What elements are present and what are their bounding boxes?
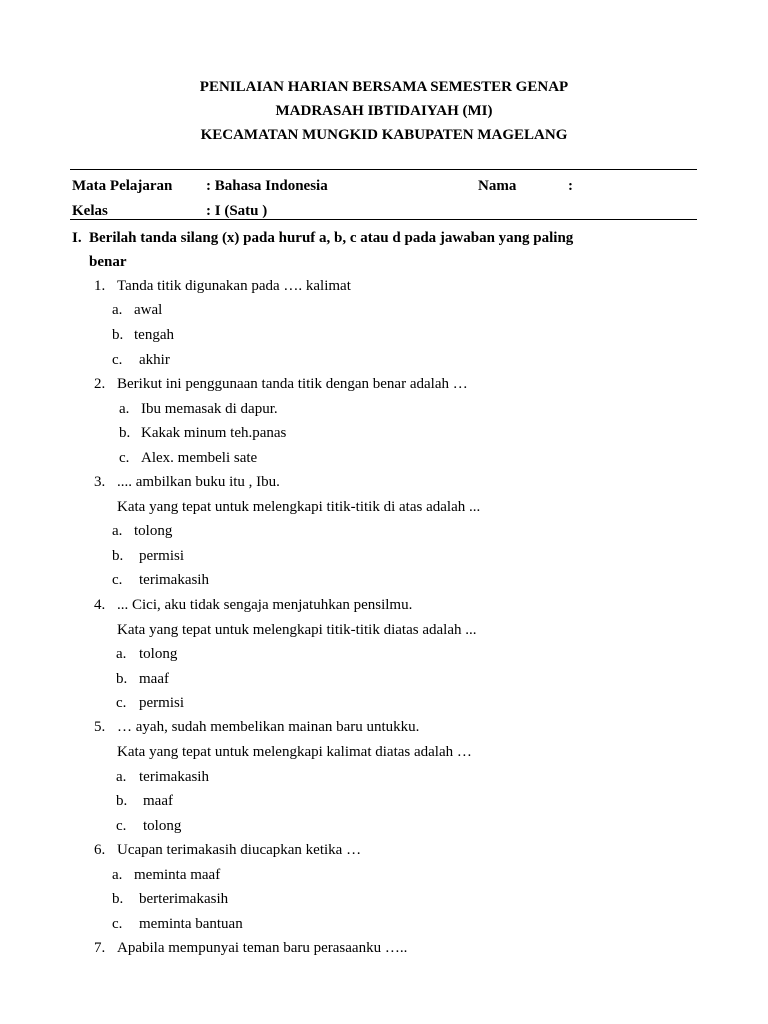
option-letter: c.	[116, 818, 127, 834]
subject-label: Mata Pelajaran	[72, 178, 173, 194]
option-letter: a.	[112, 523, 123, 539]
question-subtext: Kata yang tepat untuk melengkapi titik-titik diatas adalah ...	[117, 622, 477, 638]
option-letter: b.	[112, 327, 124, 343]
option-text: permisi	[139, 548, 184, 564]
question-text: Tanda titik digunakan pada …. kalimat	[117, 278, 351, 294]
header-line-3: KECAMATAN MUNGKID KABUPATEN MAGELANG	[200, 127, 568, 143]
class-label: Kelas	[72, 203, 108, 219]
option-letter: a.	[119, 401, 130, 417]
option-text: akhir	[139, 352, 170, 368]
question-text: ... Cici, aku tidak sengaja menjatuhkan pensilmu.	[117, 597, 413, 613]
subject-value: : Bahasa Indonesia	[206, 178, 328, 194]
question-text: Ucapan terimakasih diucapkan ketika …	[117, 842, 362, 858]
option-text: meminta bantuan	[139, 916, 243, 932]
header-divider-bottom	[70, 219, 697, 220]
header-divider-top	[70, 169, 697, 170]
option-text: maaf	[143, 793, 173, 809]
name-label: Nama	[478, 178, 517, 194]
question-text: .... ambilkan buku itu , Ibu.	[117, 474, 280, 490]
name-colon: :	[568, 178, 573, 194]
question-number: 4.	[94, 597, 106, 613]
question-text: Apabila mempunyai teman baru perasaanku …..	[117, 940, 408, 956]
question-number: 6.	[94, 842, 106, 858]
section-instruction-line-1: Berilah tanda silang (x) pada huruf a, b, c atau d pada jawaban yang paling	[89, 230, 574, 246]
question-number: 7.	[94, 940, 106, 956]
option-text: berterimakasih	[139, 891, 229, 907]
option-text: terimakasih	[139, 769, 209, 785]
option-text: Kakak minum teh.panas	[141, 425, 287, 441]
section-instruction-line-2: benar	[89, 254, 127, 270]
question-subtext: Kata yang tepat untuk melengkapi kalimat diatas adalah …	[117, 744, 472, 760]
option-text: tengah	[134, 327, 174, 343]
option-text: maaf	[139, 671, 169, 687]
option-letter: a.	[116, 646, 127, 662]
option-letter: c.	[112, 916, 123, 932]
section-number: I.	[72, 230, 82, 246]
option-letter: b.	[116, 671, 128, 687]
option-letter: c.	[112, 572, 123, 588]
header-line-2: MADRASAH IBTIDAIYAH (MI)	[275, 103, 493, 119]
option-text: Ibu memasak di dapur.	[141, 401, 278, 417]
option-text: meminta maaf	[134, 867, 221, 883]
question-text: Berikut ini penggunaan tanda titik dengan benar adalah …	[117, 376, 468, 392]
option-letter: a.	[116, 769, 127, 785]
option-letter: b.	[116, 793, 128, 809]
class-value: : I (Satu )	[206, 203, 268, 219]
option-text: tolong	[143, 818, 182, 834]
option-letter: a.	[112, 867, 123, 883]
question-number: 5.	[94, 719, 106, 735]
option-text: terimakasih	[139, 572, 209, 588]
question-text: … ayah, sudah membelikan mainan baru untukku.	[117, 719, 420, 735]
option-letter: b.	[112, 891, 124, 907]
question-number: 3.	[94, 474, 106, 490]
option-text: tolong	[139, 646, 178, 662]
option-text: awal	[134, 302, 163, 318]
option-text: tolong	[134, 523, 173, 539]
question-number: 2.	[94, 376, 106, 392]
option-letter: c.	[116, 695, 127, 711]
question-subtext: Kata yang tepat untuk melengkapi titik-titik di atas adalah ...	[117, 499, 481, 515]
option-letter: b.	[112, 548, 124, 564]
option-text: Alex. membeli sate	[141, 450, 258, 466]
question-number: 1.	[94, 278, 106, 294]
option-letter: a.	[112, 302, 123, 318]
option-letter: c.	[112, 352, 123, 368]
option-text: permisi	[139, 695, 184, 711]
option-letter: c.	[119, 450, 130, 466]
header-line-1: PENILAIAN HARIAN BERSAMA SEMESTER GENAP	[199, 79, 569, 95]
option-letter: b.	[119, 425, 131, 441]
